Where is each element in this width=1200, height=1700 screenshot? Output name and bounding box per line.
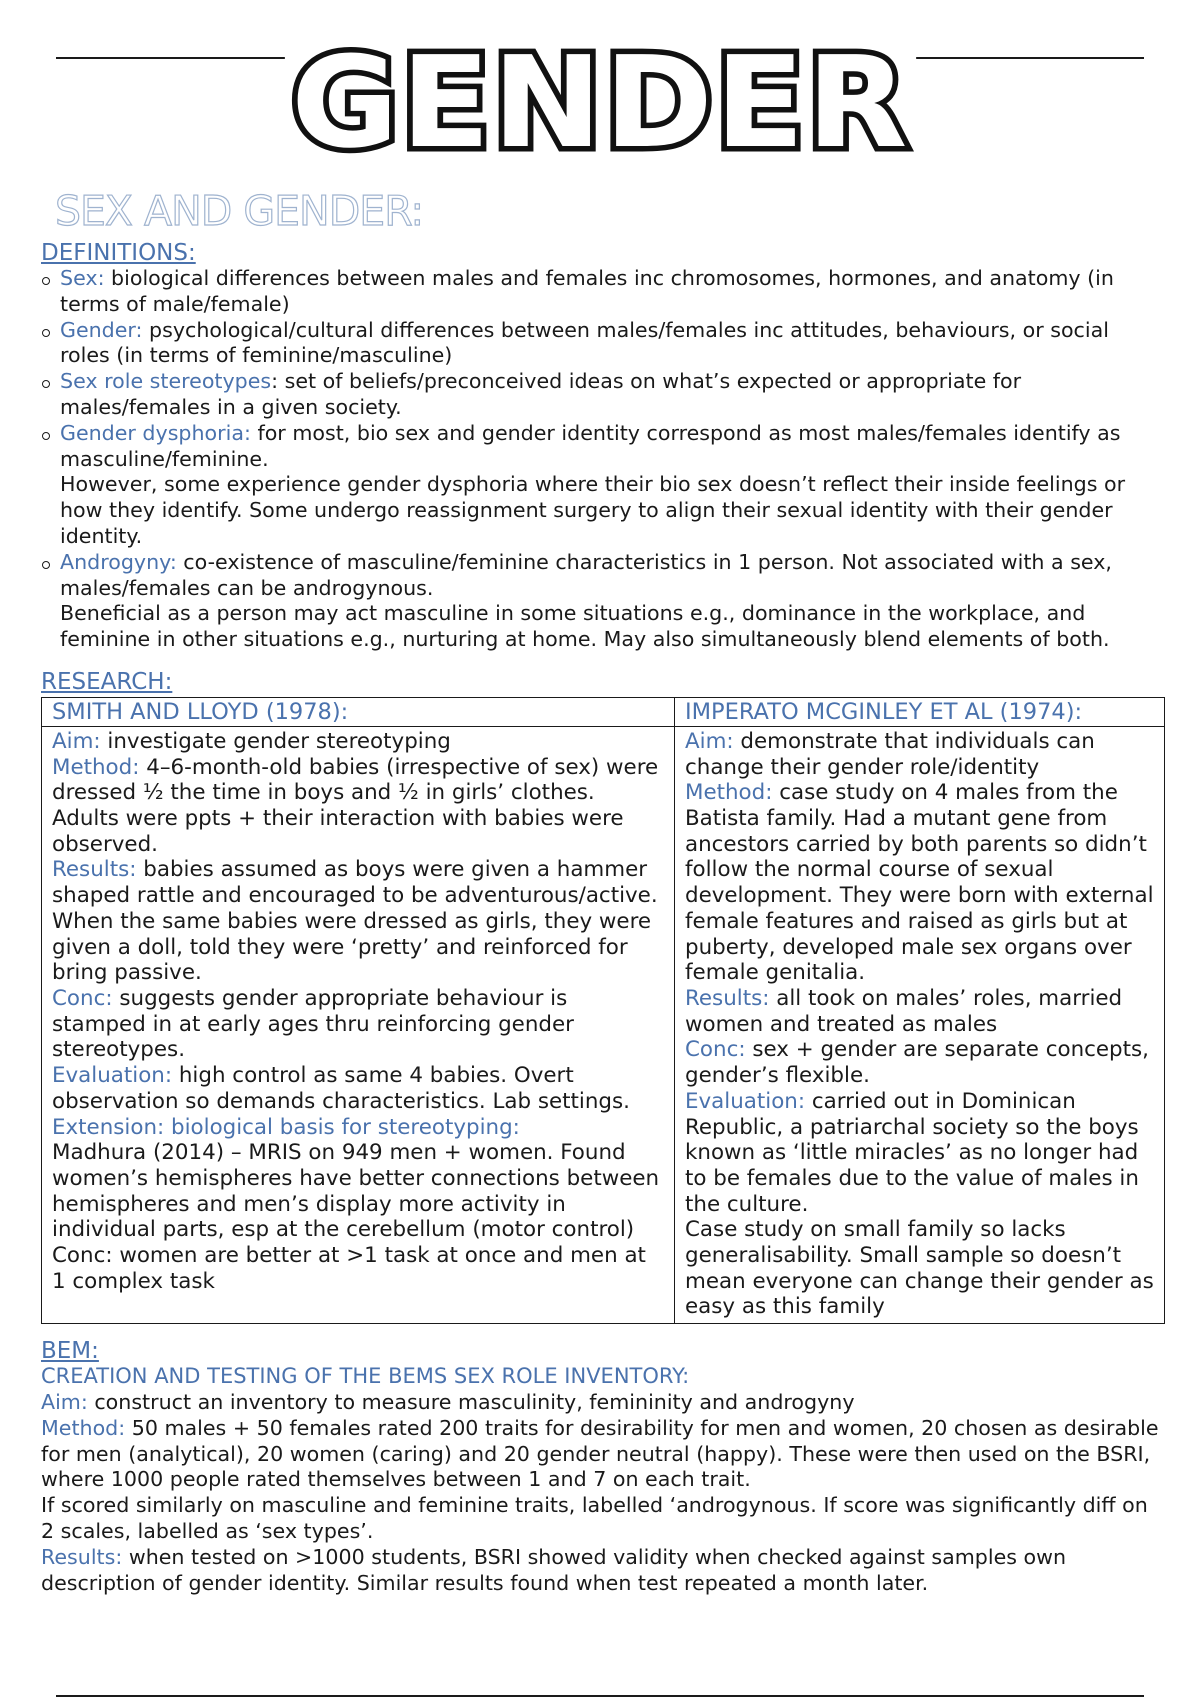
para-label: Evaluation: xyxy=(685,1088,806,1114)
para-label: Method: xyxy=(685,780,773,806)
definition-item xyxy=(41,266,1161,318)
definition-text: biological differences between males and females inc chromosomes, hormones, and anatomy (in terms of male/female) xyxy=(60,266,1114,316)
research-heading: RESEARCH: xyxy=(41,668,173,695)
bem-para xyxy=(41,1545,1161,1597)
definition-item xyxy=(41,318,1161,370)
para-label: Conc: xyxy=(52,985,113,1011)
para-text: 4–6-month-old babies (irrespective of sex) were dressed ½ the time in boys and ½ in girls’ clothes. Adults were ppts + their interaction with babies were observed. xyxy=(52,754,659,857)
study-para xyxy=(685,1089,1154,1218)
para-label: Conc: xyxy=(685,1037,746,1063)
para-label: Results: xyxy=(685,985,770,1011)
definition-text: co-existence of masculine/feminine characteristics in 1 person. Not associated with a sex, males/females can be androgynous. xyxy=(60,549,1112,600)
bem-subheading: CREATION AND TESTING OF THE BEMS SEX ROLE INVENTORY: xyxy=(41,1364,690,1389)
para-text: If scored similarly on masculine and feminine traits, labelled ‘androgynous. If score was significantly diff on 2 scales, labelled as ‘sex types’. xyxy=(41,1493,1148,1543)
definitions-list xyxy=(41,266,1161,653)
para-text: carried out in Dominican Republic, a patriarchal society so the boys known as ‘little miracles’ as no longer had to be females due to the value of males in the culture. xyxy=(685,1088,1139,1217)
definition-term: Androgyny: xyxy=(60,549,177,574)
para-text: 50 males + 50 females rated 200 traits for desirability for men and women, 20 chosen as desirable for men (analytical), 20 women (caring) and 20 gender neutral (happy). These were then used on the BSRI, where 1000 people rated themselves between 1 and 7 on each trait. xyxy=(41,1415,1159,1492)
para-label: Evaluation: xyxy=(52,1063,173,1089)
para-text: Madhura (2014) – MRIS on 949 men + women. Found women’s hemispheres have better connections between hemispheres and men’s display more activity in individual parts, esp at the cerebellum (motor control) xyxy=(52,1140,660,1243)
study-para xyxy=(52,755,664,858)
definition-item xyxy=(41,369,1161,421)
para-text: suggests gender appropriate behaviour is stamped in at early ages thru reinforcing gender stereotypes. xyxy=(52,985,574,1063)
study-para xyxy=(685,986,1154,1037)
definition-item xyxy=(41,421,1161,550)
study-para xyxy=(685,1217,1154,1320)
para-text: high control as same 4 babies. Overt observation so demands characteristics. Lab settings. xyxy=(52,1063,630,1114)
study-para xyxy=(52,986,664,1063)
para-text: Conc: women are better at >1 task at once and men at 1 complex task xyxy=(52,1243,646,1294)
para-text: sex + gender are separate concepts, gender’s flexible. xyxy=(685,1037,1149,1089)
definition-extra: Beneficial as a person may act masculine in some situations e.g., dominance in the workplace, and feminine in other situations e.g., nurturing at home. May also simultaneously blend elements of both. xyxy=(60,601,1110,652)
study-para xyxy=(685,780,1154,986)
definition-term: Sex role stereotypes xyxy=(60,369,272,394)
study-para xyxy=(52,729,664,755)
bem-para xyxy=(41,1390,1161,1416)
definition-text: : set of beliefs/preconceived ideas on what’s expected or appropriate for males/females in a given society. xyxy=(60,369,1022,419)
para-label: Aim: xyxy=(52,728,101,754)
study-para xyxy=(52,1243,664,1294)
definitions-heading: DEFINITIONS: xyxy=(41,240,196,266)
study-para xyxy=(685,1037,1154,1088)
para-text: case study on 4 males from the Batista family. Had a mutant gene from ancestors carried by both parents so didn’t follow the normal course of sexual development. They were born with external female features and raised as girls but at puberty, developed male sex organs over female genitalia. xyxy=(685,780,1154,986)
para-text: when tested on >1000 students, BSRI showed validity when checked against samples own description of gender identity. Similar results found when test repeated a month later. xyxy=(41,1544,1067,1595)
para-label: Results: xyxy=(52,857,137,883)
para-text: construct an inventory to measure masculinity, femininity and androgyny xyxy=(87,1389,855,1414)
definition-item xyxy=(41,550,1161,653)
para-label: Aim: xyxy=(685,728,734,754)
study-para xyxy=(52,1115,664,1141)
study-title-imperato: IMPERATO MCGINLEY ET AL (1974): xyxy=(675,697,1165,726)
research-table xyxy=(41,697,1165,1324)
definition-extra: However, some experience gender dysphoria where their bio sex doesn’t reflect their inside feelings or how they identify. Some undergo reassignment surgery to align their sexual identity with their gender identity. xyxy=(60,472,1126,548)
para-label: Method: xyxy=(52,754,140,780)
bottom-rule xyxy=(56,1695,1144,1697)
para-label: Aim: xyxy=(41,1389,88,1414)
study-para xyxy=(685,729,1154,780)
para-text: babies assumed as boys were given a hammer shaped rattle and encouraged to be adventurous/active. When the same babies were dressed as girls, they were given a doll, told they were ‘pretty’ and reinforced for bring passive. xyxy=(52,857,658,986)
document-body xyxy=(41,188,1161,1596)
para-text: demonstrate that individuals can change their gender role/identity xyxy=(685,728,1095,780)
definition-term: Sex: xyxy=(60,266,105,290)
study-imperato xyxy=(675,726,1165,1323)
study-para xyxy=(52,1140,664,1243)
para-text: investigate gender stereotyping xyxy=(100,728,451,754)
bem-para xyxy=(41,1416,1161,1493)
definition-term: Gender: xyxy=(60,317,143,342)
bem-section xyxy=(41,1338,1161,1596)
bem-heading: BEM: xyxy=(41,1338,99,1365)
bem-para xyxy=(41,1493,1161,1545)
para-label: Extension: biological basis for stereotyping: xyxy=(52,1114,520,1140)
section-heading: SEX AND GENDER: xyxy=(55,187,424,235)
definition-text: psychological/cultural differences between males/females inc attitudes, behaviours, or social roles (in terms of feminine/masculine) xyxy=(60,317,1109,368)
definition-text: for most, bio sex and gender identity correspond as most males/females identify as masculine/feminine. xyxy=(60,420,1121,471)
study-smith-lloyd xyxy=(42,726,675,1323)
para-label: Results: xyxy=(41,1544,123,1569)
study-title-smith-lloyd: SMITH AND LLOYD (1978): xyxy=(42,697,675,726)
para-label: Method: xyxy=(41,1415,126,1440)
study-para xyxy=(52,1063,664,1114)
para-text: all took on males’ roles, married women and treated as males xyxy=(685,985,1123,1037)
para-text: Case study on small family so lacks generalisability. Small sample so doesn’t mean everyone can change their gender as easy as this family xyxy=(685,1217,1154,1320)
page-title: GENDER xyxy=(285,38,916,168)
definition-term: Gender dysphoria: xyxy=(60,420,251,445)
study-para xyxy=(52,857,664,986)
